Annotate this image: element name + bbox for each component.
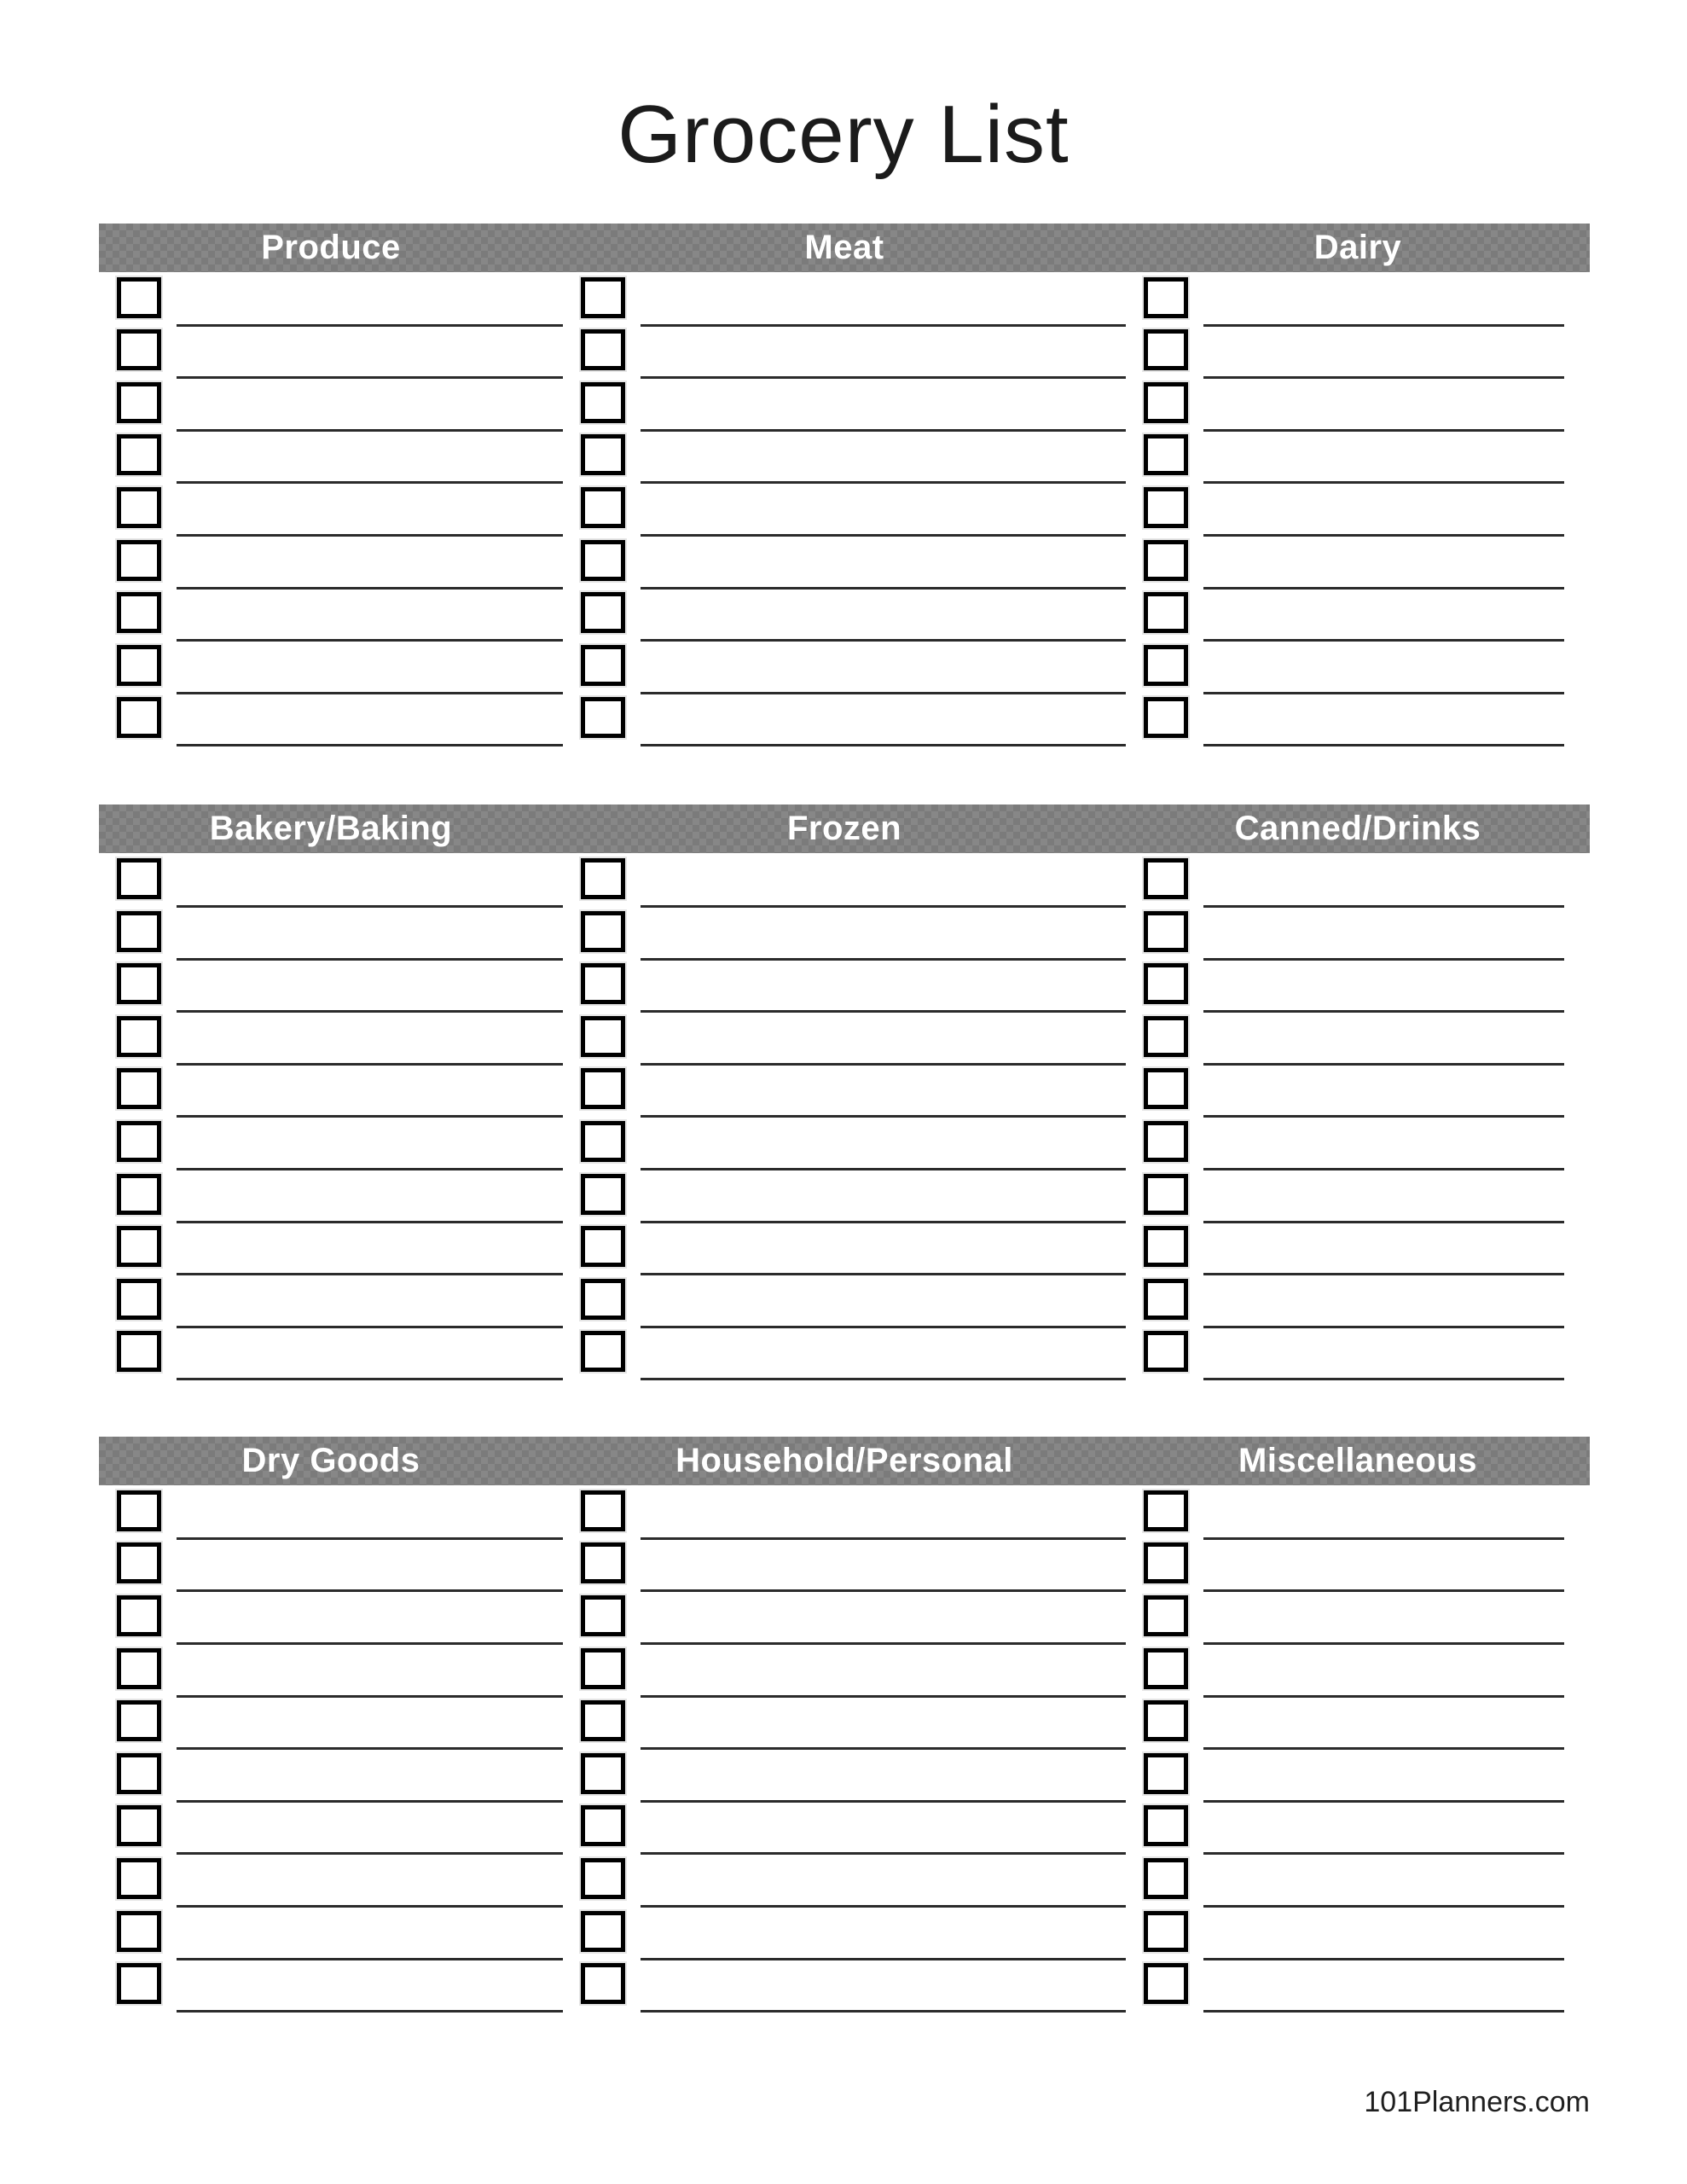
list-row [1126,328,1590,381]
list-row [99,1962,563,2015]
entry-line[interactable] [177,1800,563,1803]
checkbox[interactable] [581,1016,625,1057]
list-row [99,276,563,328]
entry-line[interactable] [1203,587,1564,590]
list-row [563,1594,1126,1647]
column-header-dairy: Dairy [1313,229,1402,266]
entry-line[interactable] [177,2010,563,2013]
list-row [1126,857,1590,909]
checkbox[interactable] [117,1648,161,1689]
entry-line[interactable] [177,1378,563,1380]
checkbox[interactable] [581,963,625,1004]
checkbox[interactable] [1144,487,1188,528]
list-row [99,1909,563,1962]
column-bakery-baking [99,857,563,1382]
section-rows [99,857,1590,1382]
checkbox[interactable] [581,329,625,370]
section-bakery-frozen-canned [99,804,1590,1382]
entry-line[interactable] [641,1537,1126,1540]
site-credit: 101Planners.com [1364,2086,1590,2119]
list-row [1126,1542,1590,1594]
section-dry-household-misc [99,1437,1590,2014]
checkbox[interactable] [581,1279,625,1320]
list-row [563,1699,1126,1752]
entry-line[interactable] [641,1326,1126,1328]
entry-line[interactable] [641,324,1126,327]
section-header-bar [99,1437,1590,1485]
list-row [99,643,563,696]
list-row [99,485,563,538]
entry-line[interactable] [177,587,563,590]
checkbox[interactable] [117,645,161,686]
checkbox[interactable] [581,1174,625,1215]
checkbox[interactable] [117,1753,161,1794]
list-row [563,857,1126,909]
entry-line[interactable] [641,1747,1126,1750]
list-row [99,433,563,486]
entry-line[interactable] [641,1168,1126,1170]
column-dry-goods [99,1489,563,2014]
entry-line[interactable] [1203,1800,1564,1803]
checkbox[interactable] [581,1595,625,1636]
list-row [99,1699,563,1752]
entry-line[interactable] [641,744,1126,746]
entry-line[interactable] [177,376,563,379]
list-row [99,328,563,381]
entry-line[interactable] [641,534,1126,537]
list-row [99,1225,563,1278]
checkbox[interactable] [117,1121,161,1162]
list-row [1126,591,1590,644]
checkbox[interactable] [117,963,161,1004]
list-row [1126,962,1590,1015]
list-row [1126,909,1590,962]
checkbox[interactable] [117,277,161,318]
list-row [563,1647,1126,1699]
checkbox[interactable] [581,1121,625,1162]
list-row [99,1119,563,1172]
list-row [1126,1647,1590,1699]
list-row [1126,276,1590,328]
column-produce [99,276,563,748]
entry-line[interactable] [1203,1378,1564,1380]
entry-line[interactable] [1203,905,1564,908]
checkbox[interactable] [581,1700,625,1741]
list-row [1126,643,1590,696]
column-frozen [563,857,1126,1382]
checkbox[interactable] [117,1490,161,1531]
column-canned-drinks [1126,857,1590,1382]
list-row [563,1172,1126,1225]
entry-line[interactable] [177,1273,563,1275]
entry-line[interactable] [177,905,563,908]
entry-line[interactable] [1203,1273,1564,1275]
entry-line[interactable] [641,1695,1126,1698]
checkbox[interactable] [581,1911,625,1952]
checkbox[interactable] [581,1805,625,1846]
entry-line[interactable] [177,481,563,484]
checkbox[interactable] [1144,1648,1188,1689]
column-miscellaneous [1126,1489,1590,2014]
entry-line[interactable] [1203,534,1564,537]
checkbox[interactable] [581,1490,625,1531]
checkbox[interactable] [1144,277,1188,318]
list-row [563,696,1126,749]
entry-line[interactable] [177,1589,563,1592]
list-row [563,909,1126,962]
entry-line[interactable] [177,1063,563,1066]
list-row [563,380,1126,433]
checkbox[interactable] [581,697,625,738]
column-header-canned-drinks: Canned/Drinks [1234,810,1481,848]
list-row [1126,1489,1590,1542]
checkbox[interactable] [581,434,625,475]
checkbox[interactable] [117,434,161,475]
column-header-bakery-baking: Bakery/Baking [209,810,453,848]
checkbox[interactable] [581,277,625,318]
checkbox[interactable] [581,487,625,528]
list-row [99,1330,563,1383]
checkbox[interactable] [581,592,625,633]
entry-line[interactable] [177,1326,563,1328]
entry-line[interactable] [177,958,563,961]
list-row [1126,1751,1590,1804]
list-row [1126,538,1590,591]
entry-line[interactable] [1203,324,1564,327]
entry-line[interactable] [641,1063,1126,1066]
list-row [99,1751,563,1804]
entry-line[interactable] [641,692,1126,694]
list-row [99,1856,563,1909]
checkbox[interactable] [1144,329,1188,370]
checkbox[interactable] [1144,1753,1188,1794]
list-row [99,380,563,433]
entry-line[interactable] [1203,1010,1564,1013]
entry-line[interactable] [1203,376,1564,379]
entry-line[interactable] [177,1905,563,1908]
checkbox[interactable] [1144,1279,1188,1320]
entry-line[interactable] [641,1115,1126,1118]
checkbox[interactable] [117,487,161,528]
list-row [1126,1225,1590,1278]
entry-line[interactable] [641,376,1126,379]
checkbox[interactable] [117,1174,161,1215]
entry-line[interactable] [1203,744,1564,746]
checkbox[interactable] [1144,1490,1188,1531]
column-header-dry-goods: Dry Goods [241,1442,420,1480]
list-row [563,1489,1126,1542]
entry-line[interactable] [177,1642,563,1645]
entry-line[interactable] [641,1958,1126,1960]
list-row [1126,380,1590,433]
column-header-miscellaneous: Miscellaneous [1238,1442,1477,1480]
list-row [1126,1962,1590,2015]
section-header-bar [99,224,1590,272]
entry-line[interactable] [641,429,1126,432]
checkbox[interactable] [117,1911,161,1952]
checkbox[interactable] [1144,1858,1188,1899]
list-row [563,328,1126,381]
checkbox[interactable] [1144,911,1188,952]
entry-line[interactable] [177,639,563,642]
checkbox[interactable] [1144,1016,1188,1057]
checkbox[interactable] [581,1858,625,1899]
checkbox[interactable] [1144,1595,1188,1636]
entry-line[interactable] [641,1905,1126,1908]
list-row [1126,1909,1590,1962]
list-row [1126,485,1590,538]
checkbox[interactable] [1144,540,1188,581]
checkbox[interactable] [117,329,161,370]
list-row [563,1962,1126,2015]
entry-line[interactable] [177,534,563,537]
checkbox[interactable] [581,540,625,581]
entry-line[interactable] [1203,1221,1564,1223]
entry-line[interactable] [641,1010,1126,1013]
list-row [99,909,563,962]
checkbox[interactable] [581,1963,625,2004]
list-row [1126,1330,1590,1383]
entry-line[interactable] [1203,1747,1564,1750]
entry-line[interactable] [177,1695,563,1698]
checkbox[interactable] [581,858,625,899]
entry-line[interactable] [177,1115,563,1118]
checkbox[interactable] [1144,697,1188,738]
entry-line[interactable] [641,481,1126,484]
list-row [563,1119,1126,1172]
list-row [563,1909,1126,1962]
list-row [99,1804,563,1857]
list-row [99,1014,563,1067]
entry-line[interactable] [641,1852,1126,1855]
entry-line[interactable] [1203,1695,1564,1698]
checkbox[interactable] [1144,1331,1188,1372]
checkbox[interactable] [117,911,161,952]
checkbox[interactable] [117,1331,161,1372]
entry-line[interactable] [1203,1326,1564,1328]
list-row [99,538,563,591]
checkbox[interactable] [1144,1542,1188,1583]
entry-line[interactable] [1203,1168,1564,1170]
list-row [563,591,1126,644]
checkbox[interactable] [1144,1174,1188,1215]
checkbox[interactable] [117,697,161,738]
entry-line[interactable] [1203,1589,1564,1592]
checkbox[interactable] [1144,1700,1188,1741]
entry-line[interactable] [177,1221,563,1223]
checkbox[interactable] [117,1963,161,2004]
checkbox[interactable] [1144,963,1188,1004]
entry-line[interactable] [641,1378,1126,1380]
entry-line[interactable] [641,958,1126,961]
list-row [1126,1119,1590,1172]
checkbox[interactable] [117,1595,161,1636]
section-header-bar [99,804,1590,853]
entry-line[interactable] [641,1273,1126,1275]
checkbox[interactable] [117,1805,161,1846]
entry-line[interactable] [177,1168,563,1170]
checkbox[interactable] [117,592,161,633]
entry-line[interactable] [1203,1115,1564,1118]
checkbox[interactable] [581,1331,625,1372]
checkbox[interactable] [581,1753,625,1794]
checkbox[interactable] [1144,1963,1188,2004]
section-produce-meat-dairy [99,224,1590,748]
checkbox[interactable] [1144,858,1188,899]
checkbox[interactable] [1144,1911,1188,1952]
checkbox[interactable] [581,1542,625,1583]
entry-line[interactable] [641,639,1126,642]
checkbox[interactable] [1144,645,1188,686]
list-row [563,538,1126,591]
entry-line[interactable] [177,324,563,327]
checkbox[interactable] [1144,1226,1188,1267]
entry-line[interactable] [641,1642,1126,1645]
section-rows [99,1489,1590,2014]
entry-line[interactable] [641,1221,1126,1223]
entry-line[interactable] [177,1537,563,1540]
checkbox[interactable] [117,540,161,581]
list-row [563,1225,1126,1278]
page-title: Grocery List [617,89,1070,180]
checkbox[interactable] [117,858,161,899]
content [99,224,1590,2014]
entry-line[interactable] [1203,429,1564,432]
entry-line[interactable] [177,744,563,746]
list-row [563,1856,1126,1909]
list-row [563,485,1126,538]
list-row [563,962,1126,1015]
column-header-produce: Produce [261,229,401,266]
list-row [1126,1277,1590,1330]
checkbox[interactable] [117,382,161,423]
list-row [99,857,563,909]
list-row [99,1067,563,1120]
list-row [563,1542,1126,1594]
entry-line[interactable] [641,905,1126,908]
entry-line[interactable] [1203,639,1564,642]
checkbox[interactable] [581,645,625,686]
checkbox[interactable] [1144,1121,1188,1162]
checkbox[interactable] [581,1226,625,1267]
list-row [1126,1594,1590,1647]
entry-line[interactable] [1203,1063,1564,1066]
list-row [563,1067,1126,1120]
list-row [563,433,1126,486]
list-row [99,1647,563,1699]
list-row [1126,1172,1590,1225]
entry-line[interactable] [1203,1905,1564,1908]
entry-line[interactable] [1203,1642,1564,1645]
section-rows [99,276,1590,748]
list-row [563,276,1126,328]
list-row [99,591,563,644]
entry-line[interactable] [177,1852,563,1855]
checkbox[interactable] [581,1648,625,1689]
checkbox[interactable] [117,1226,161,1267]
list-row [1126,1699,1590,1752]
entry-line[interactable] [641,1800,1126,1803]
checkbox[interactable] [117,1016,161,1057]
entry-line[interactable] [1203,1537,1564,1540]
entry-line[interactable] [177,692,563,694]
list-row [1126,696,1590,749]
checkbox[interactable] [1144,592,1188,633]
list-row [1126,1804,1590,1857]
entry-line[interactable] [177,429,563,432]
checkbox[interactable] [581,1068,625,1109]
entry-line[interactable] [1203,481,1564,484]
checkbox[interactable] [581,911,625,952]
entry-line[interactable] [641,1589,1126,1592]
list-row [99,1277,563,1330]
checkbox[interactable] [1144,1068,1188,1109]
checkbox[interactable] [117,1542,161,1583]
list-row [99,1172,563,1225]
list-row [563,643,1126,696]
checkbox[interactable] [1144,1805,1188,1846]
list-row [1126,1856,1590,1909]
list-row [1126,433,1590,486]
entry-line[interactable] [1203,692,1564,694]
checkbox[interactable] [117,1700,161,1741]
column-header-frozen: Frozen [786,810,902,848]
list-row [99,1489,563,1542]
list-row [563,1751,1126,1804]
entry-line[interactable] [641,2010,1126,2013]
column-header-meat: Meat [804,229,884,266]
checkbox[interactable] [117,1279,161,1320]
list-row [563,1804,1126,1857]
list-row [99,1594,563,1647]
entry-line[interactable] [177,1010,563,1013]
checkbox[interactable] [117,1858,161,1899]
list-row [99,962,563,1015]
entry-line[interactable] [177,1958,563,1960]
checkbox[interactable] [117,1068,161,1109]
entry-line[interactable] [1203,1852,1564,1855]
entry-line[interactable] [641,587,1126,590]
checkbox[interactable] [1144,434,1188,475]
entry-line[interactable] [1203,958,1564,961]
entry-line[interactable] [1203,1958,1564,1960]
list-row [563,1277,1126,1330]
column-meat [563,276,1126,748]
entry-line[interactable] [177,1747,563,1750]
list-row [1126,1067,1590,1120]
column-household-personal [563,1489,1126,2014]
checkbox[interactable] [1144,382,1188,423]
list-row [563,1014,1126,1067]
list-row [1126,1014,1590,1067]
list-row [563,1330,1126,1383]
list-row [99,1542,563,1594]
column-dairy [1126,276,1590,748]
list-row [99,696,563,749]
entry-line[interactable] [1203,2010,1564,2013]
column-header-household-personal: Household/Personal [675,1442,1013,1480]
checkbox[interactable] [581,382,625,423]
